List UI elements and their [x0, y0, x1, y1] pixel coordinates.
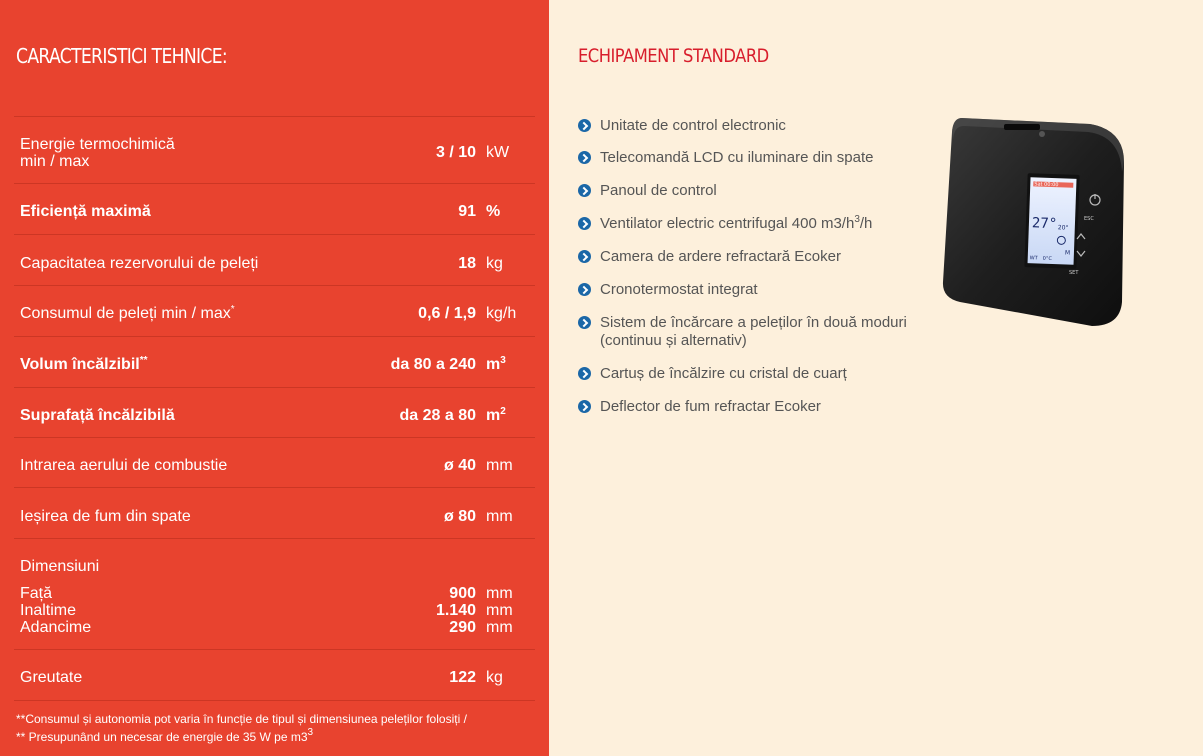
lcd-screen-time: Sat 00:00 [1034, 181, 1059, 189]
spec-label: Dimensiuni [20, 558, 100, 575]
spec-value: ø 40 [443, 457, 476, 474]
list-item-text: Cartuș de încălzire cu cristal de cuarț [600, 365, 847, 382]
spec-value: da 80 a 240 [390, 356, 476, 373]
footnote-consumption: **Consumul și autonomia pot varia în funcție de tipul și dimensiunea peleților folosiți / [16, 712, 467, 726]
spec-unit: kW [486, 144, 510, 161]
list-item-text: Telecomandă LCD cu iluminare din spate [600, 149, 874, 166]
spec-label: Intrarea aerului de combustie [20, 457, 228, 474]
spec-value: da 28 a 80 [399, 407, 476, 424]
spec-unit: m [486, 356, 501, 373]
list-item-text: Deflector de fum refractar Ecoker [600, 398, 821, 415]
spec-row-smoke-outlet [14, 487, 535, 539]
spec-label: Consumul de peleți min / max [20, 305, 231, 322]
spec-value: ø 80 [443, 508, 476, 525]
lcd-screen-mode: M [1064, 249, 1071, 257]
spec-label: Volum încălzibil [20, 356, 140, 373]
spec-value: 0,6 / 1,9 [418, 305, 476, 322]
specs-title: CARACTERISTICI TEHNICE: [16, 44, 228, 68]
chevron-right-icon [578, 316, 591, 329]
spec-label: Capacitatea rezervorului de peleți [20, 255, 259, 272]
spec-unit: mm [486, 508, 513, 525]
list-item-text: Panoul de control [600, 182, 717, 199]
lcd-screen-temp2: 20° [1057, 224, 1069, 232]
spec-sub-unit: mm [486, 602, 513, 619]
list-item-text: Camera de ardere refractară Ecoker [600, 248, 841, 265]
lcd-screen-temp: 27° [1031, 215, 1058, 233]
spec-row-volume [14, 336, 535, 388]
list-item-text: Ventilator electric centrifugal 400 m3/h [600, 215, 855, 232]
standard-equipment-title: ECHIPAMENT STANDARD [578, 45, 769, 67]
set-label: SET [1069, 270, 1079, 276]
lcd-screen-bottom-right: 0°C [1042, 255, 1053, 263]
list-item-text: Cronotermostat integrat [600, 281, 758, 298]
spec-row-air-intake [14, 437, 535, 488]
list-item-sup: 3 [854, 214, 860, 225]
spec-sub-value: 900 [449, 585, 476, 602]
chevron-right-icon [578, 119, 591, 132]
lcd-remote-image [940, 112, 1130, 332]
spec-row-efficiency [14, 183, 535, 235]
spec-label: Energie termochimică [20, 136, 175, 153]
spec-unit: m [486, 407, 501, 424]
list-item-text: Sistem de încărcare a peleților în două moduri (continuu și alternativ) [600, 314, 907, 349]
spec-sub-value: 290 [449, 619, 476, 636]
chevron-right-icon [578, 151, 591, 164]
spec-unit: mm [486, 457, 513, 474]
spec-row-consumption [14, 285, 535, 337]
spec-value: 122 [449, 669, 476, 686]
technical-specs-panel [0, 0, 549, 756]
lcd-screen-bottom-left: WT [1029, 255, 1038, 262]
spec-row-dimensions [14, 538, 535, 650]
spec-sub-unit: mm [486, 585, 513, 602]
chevron-right-icon [578, 184, 591, 197]
spec-label-2: min / max [20, 153, 90, 170]
spec-sub-label: Inaltime [20, 602, 77, 619]
spec-row-energy [14, 116, 535, 184]
spec-unit: kg [486, 669, 503, 686]
spec-label: Ieșirea de fum din spate [20, 508, 191, 525]
spec-sub-value: 1.140 [435, 602, 476, 619]
spec-label: Suprafață încălzibilă [20, 407, 175, 424]
chevron-right-icon [578, 400, 591, 413]
chevron-right-icon [578, 217, 591, 230]
esc-label: ESC [1084, 216, 1094, 222]
list-item-text: Unitate de control electronic [600, 117, 786, 134]
spec-value: 91 [458, 203, 476, 220]
spec-unit: kg [486, 255, 503, 272]
lcd-remote-illustration [940, 112, 1130, 332]
list-item-suffix: /h [859, 215, 873, 232]
spec-value: 3 / 10 [435, 144, 476, 161]
footnote-energy-sup: 3 [307, 727, 314, 738]
spec-sub-label: Adancime [20, 619, 92, 636]
spec-label: Eficiență maximă [20, 203, 151, 220]
chevron-right-icon [578, 250, 591, 263]
chevron-right-icon [578, 367, 591, 380]
spec-unit: kg/h [486, 305, 517, 322]
footnote-energy [16, 727, 314, 744]
spec-label-sup: * [230, 304, 235, 315]
spec-unit-sup: 2 [500, 406, 506, 417]
spec-row-surface [14, 387, 535, 438]
chevron-right-icon [578, 283, 591, 296]
spec-value: 18 [458, 255, 476, 272]
spec-unit-sup: 3 [500, 355, 506, 366]
spec-sub-label: Față [20, 585, 53, 602]
spec-sub-unit: mm [486, 619, 513, 636]
spec-label-sup: ** [139, 355, 148, 366]
spec-unit: % [486, 203, 501, 220]
spec-label: Greutate [20, 669, 83, 686]
spec-row-tank [14, 234, 535, 286]
spec-row-weight [14, 649, 535, 701]
footnote-energy-text: ** Presupunând un necesar de energie de 35 W pe m3 [16, 730, 308, 744]
